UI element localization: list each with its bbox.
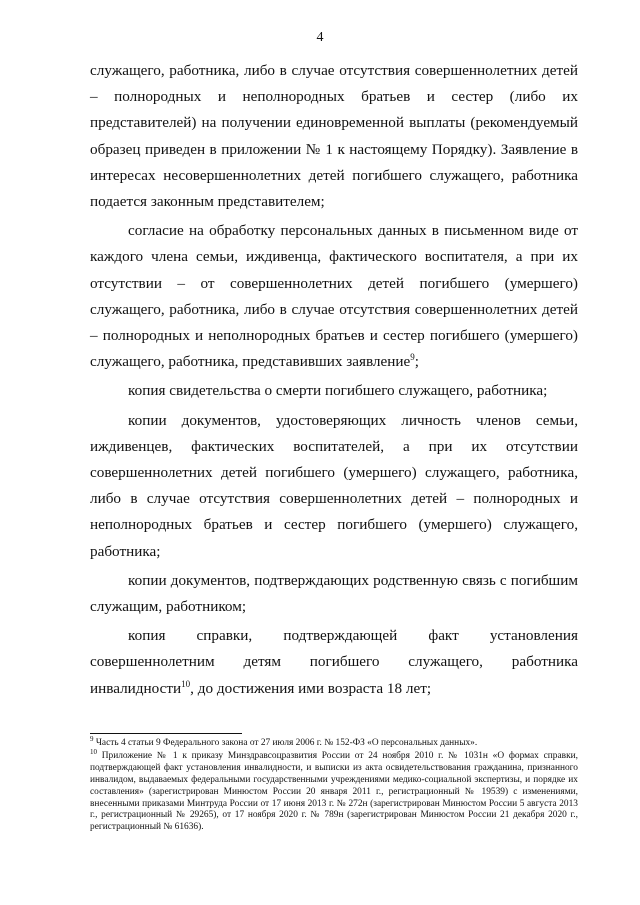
paragraph-consent bbox=[90, 218, 578, 375]
footnote-separator bbox=[90, 733, 242, 734]
footnote-9 bbox=[90, 734, 578, 750]
footnote-ref-9: 9 bbox=[410, 352, 415, 363]
page-number: 4 bbox=[316, 30, 324, 45]
footnote-mark: 9 bbox=[90, 734, 94, 743]
paragraph-text: служащего, работника, либо в случае отсутствия совершеннолетних детей – полнородных и неполнородных братьев и сестер (либо их представителей) на получении единовременной выплаты (рекомендуемый образец приведен в приложении № 1 к настоящему Порядку). Заявление в интересах несовершеннолетних детей погибшего служащего, работника подается законным представителем; bbox=[90, 62, 578, 211]
paragraph-disability-certificate bbox=[90, 623, 578, 702]
paragraph-text: копии документов, подтверждающих родственную связь с погибшим служащим, работником; bbox=[90, 571, 578, 616]
paragraph-kinship-documents bbox=[90, 568, 578, 620]
paragraph-tail: ; bbox=[414, 353, 419, 371]
footnote-text: Часть 4 статьи 9 Федерального закона от 27 июля 2006 г. № 152-ФЗ «О персональных данных». bbox=[93, 738, 478, 748]
footnote-text: Приложение № 1 к приказу Минздравсоцразвития России от 24 ноября 2010 г. № 1031н «О формах справки, подтверждающей факт установления инвалидности, и выписки из акта освидетельствования гражданина, признанного инвалидом, выдаваемых федеральными государственными учреждениями медико-социальной экспертизы, и порядке их составления» (зарегистрирован Минюстом России 20 января 2011 г., регистрационный № 19539) с изменениями, внесенными приказами Минтруда России от 17 июня 2013 г. № 272н (зарегистрирован Минюстом России 5 августа 2013 г., регистрационный № 29265), от 17 ноября 2020 г. № 789н (зарегистрирован Минюстом России 21 декабря 2020 г., регистрационный № 61636). bbox=[90, 750, 578, 833]
footnote-mark: 10 bbox=[90, 747, 97, 756]
paragraph-application bbox=[90, 58, 578, 215]
paragraph-death-certificate bbox=[90, 378, 578, 404]
footnotes bbox=[90, 734, 578, 835]
document-body bbox=[90, 58, 578, 705]
footnote-10 bbox=[90, 747, 578, 834]
paragraph-text: копии документов, удостоверяющих личность членов семьи, иждивенцев, фактических воспитателей, а при их отсутствии совершеннолетних детей погибшего (умершего) служащего, работника, либо в случае отсутствия совершеннолетних детей – полнородных и неполнородных братьев и сестер погибшего (умершего) служащего, работника; bbox=[90, 411, 578, 560]
paragraph-text: копия свидетельства о смерти погибшего служащего, работника; bbox=[128, 382, 548, 400]
footnote-ref-10: 10 bbox=[181, 678, 191, 689]
paragraph-tail: , до достижения ими возраста 18 лет; bbox=[190, 679, 432, 697]
paragraph-identity-documents bbox=[90, 408, 578, 565]
paragraph-text: согласие на обработку персональных данных в письменном виде от каждого члена семьи, иждивенца, фактического воспитателя, а при их отсутствии – от совершеннолетних детей погибшего (умершего) служащего, работника, либо в случае отсутствия совершеннолетних детей – полнородных и неполнородных братьев и сестер погибшего (умершего) служащего, работника, представивших заявление bbox=[90, 222, 578, 371]
paragraph-text: копия справки, подтверждающей факт установления совершеннолетним детям погибшего служащего, работника инвалидности bbox=[90, 627, 578, 697]
